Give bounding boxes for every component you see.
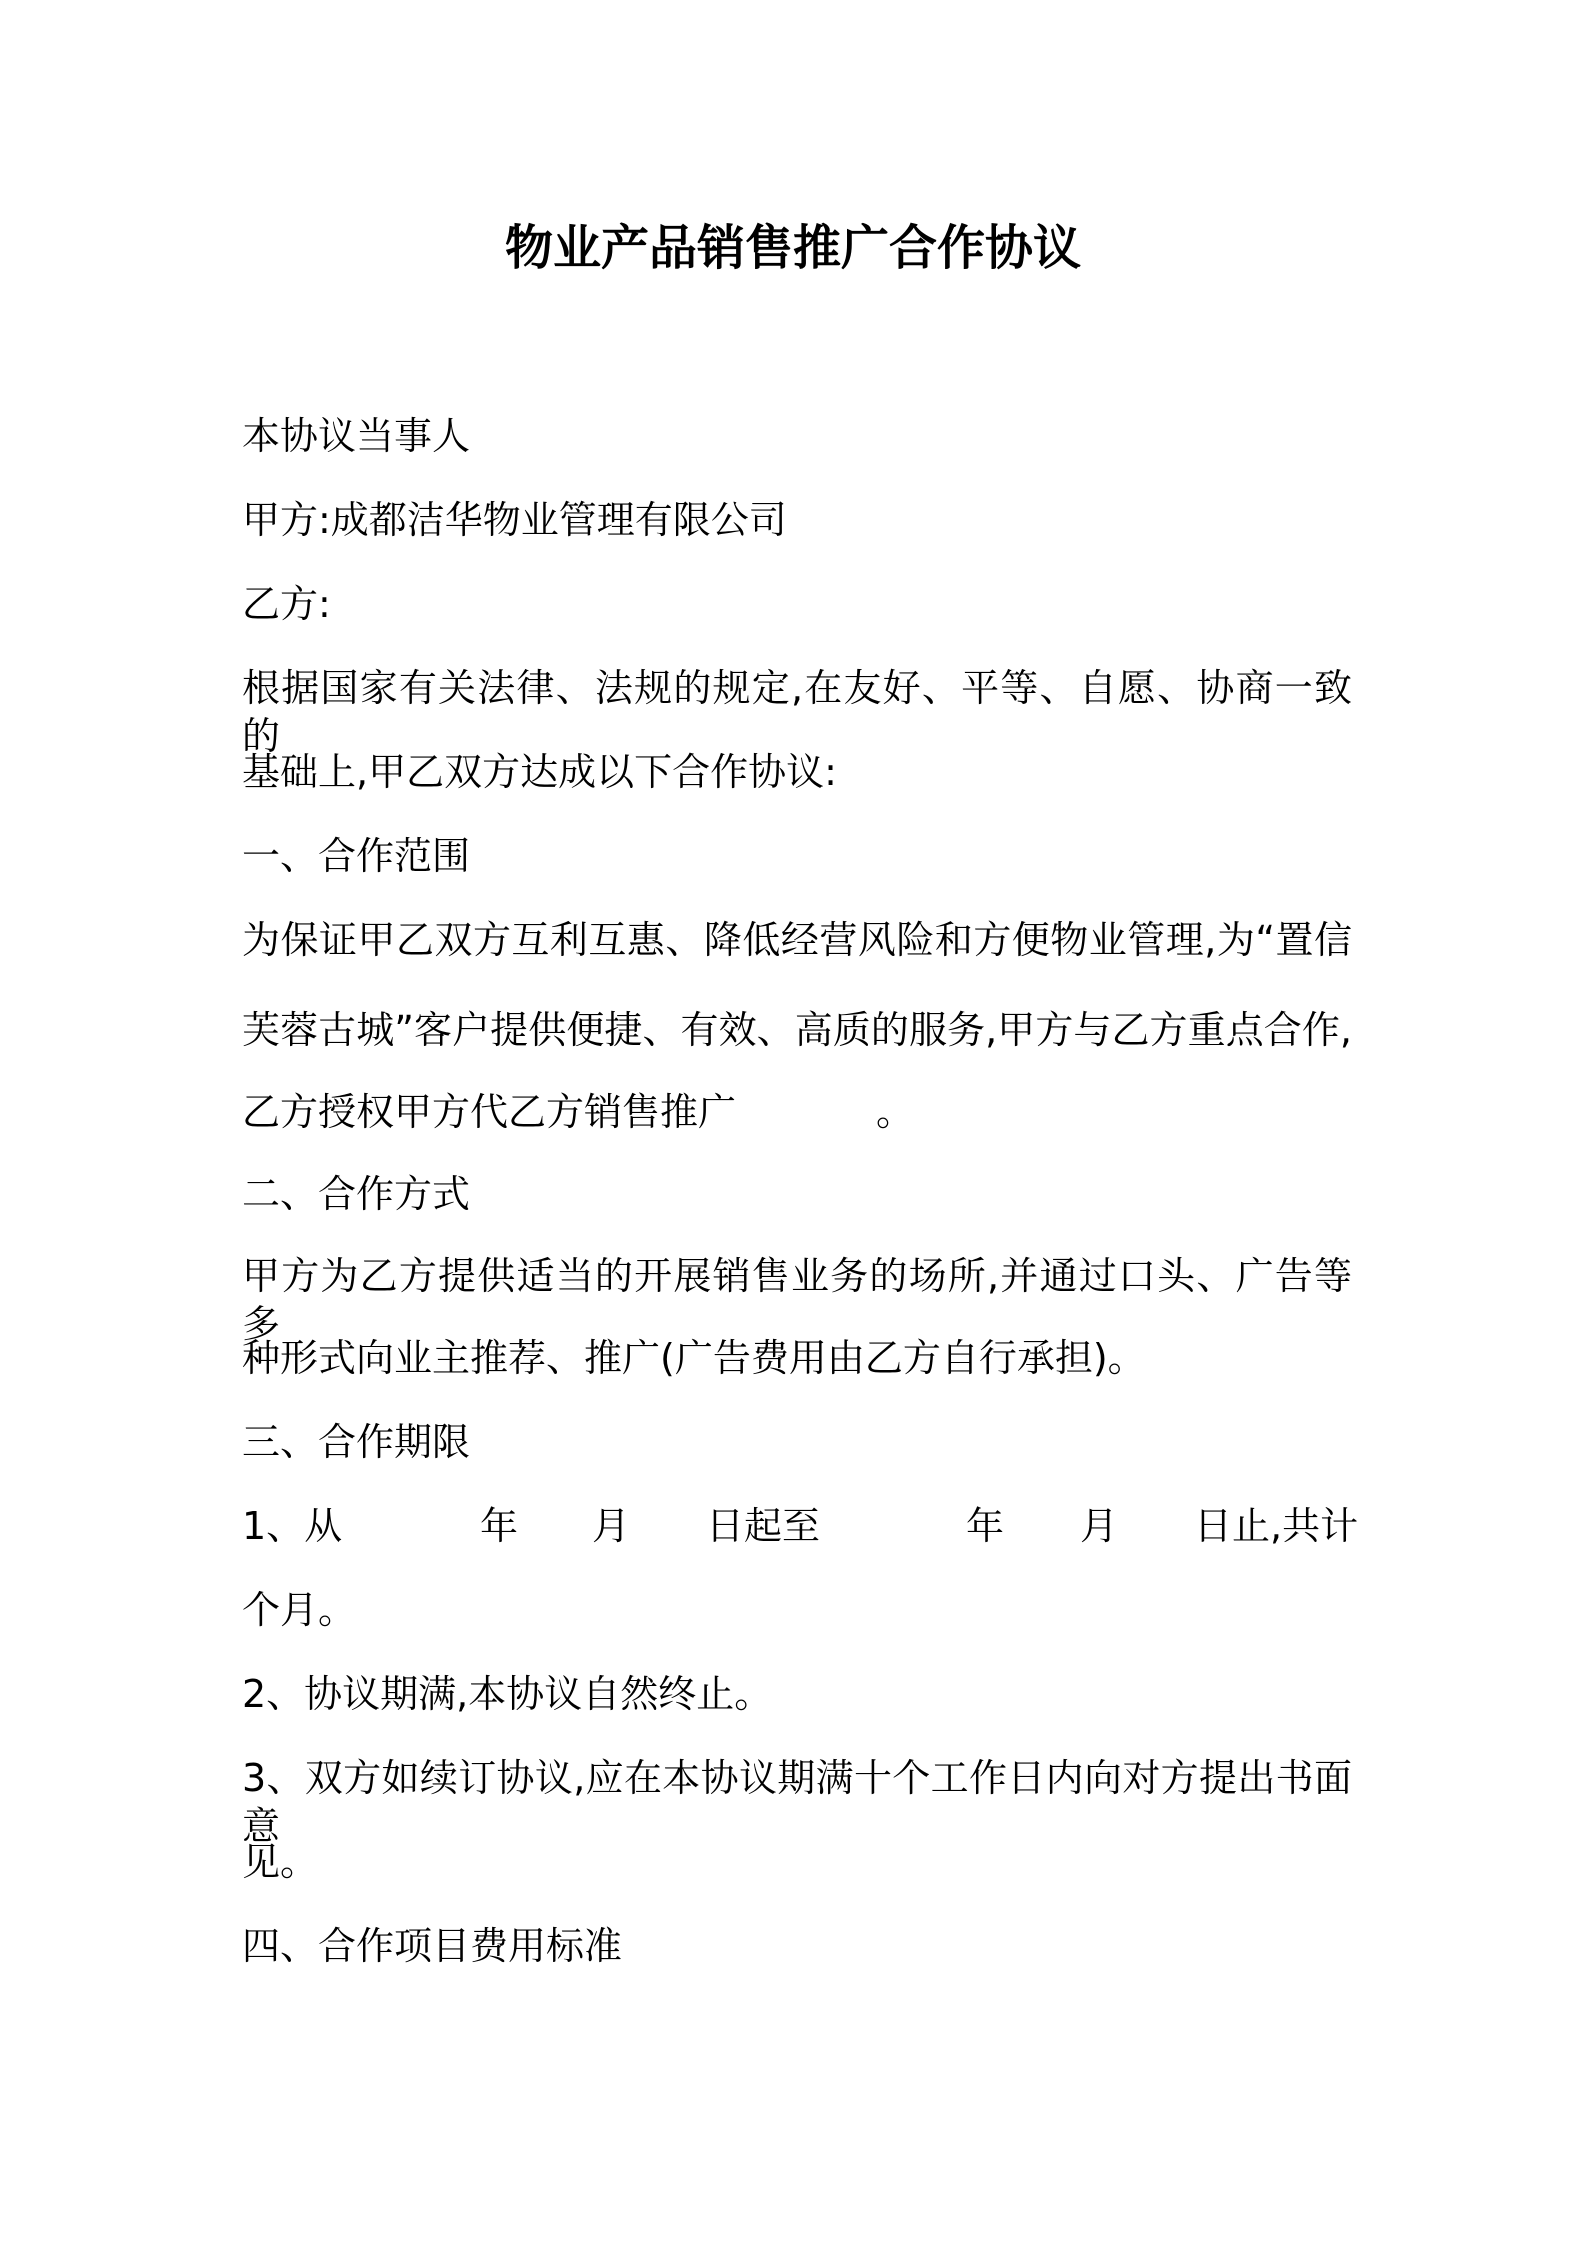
term-months: 个月。 <box>242 1588 357 1632</box>
term-day-end: 日止,共计 <box>1194 1504 1359 1548</box>
term-month-1: 月 <box>592 1504 631 1548</box>
preamble-line-1: 根据国家有关法律、法规的规定,在友好、平等、自愿、协商一致的 <box>242 666 1352 758</box>
preamble-line-2: 基础上,甲乙双方达成以下合作协议: <box>242 750 837 794</box>
section1-line-1: 为保证甲乙双方互利互惠、降低经营风险和方便物业管理,为“置信 <box>242 918 1352 962</box>
section4-heading: 四、合作项目费用标准 <box>242 1924 623 1968</box>
term-year-2: 年 <box>966 1504 1005 1548</box>
section2-line-1: 甲方为乙方提供适当的开展销售业务的场所,并通过口头、广告等多 <box>242 1254 1352 1346</box>
section3-clause-3-line-2: 见。 <box>242 1840 319 1884</box>
term-day-start: 日起至 <box>706 1504 821 1548</box>
section2-heading: 二、合作方式 <box>242 1172 471 1216</box>
section3-heading: 三、合作期限 <box>242 1420 471 1464</box>
section3-clause-2: 2、协议期满,本协议自然终止。 <box>242 1672 773 1716</box>
section3-clause-3-line-1: 3、双方如续订协议,应在本协议期满十个工作日内向对方提出书面意 <box>242 1756 1352 1848</box>
parties-heading: 本协议当事人 <box>242 414 471 458</box>
section1-line-3-end: 。 <box>876 1090 915 1134</box>
section1-line-2: 芙蓉古城”客户提供便捷、有效、高质的服务,甲方与乙方重点合作, <box>242 1008 1352 1052</box>
party-a: 甲方:成都洁华物业管理有限公司 <box>242 498 787 542</box>
term-year-1: 年 <box>480 1504 519 1548</box>
section1-heading: 一、合作范围 <box>242 834 471 878</box>
section2-line-2: 种形式向业主推荐、推广(广告费用由乙方自行承担)。 <box>242 1336 1146 1380</box>
party-b: 乙方: <box>242 582 331 626</box>
term-from: 1、从 <box>242 1504 343 1548</box>
section1-line-3: 乙方授权甲方代乙方销售推广 <box>242 1090 737 1134</box>
document-title: 物业产品销售推广合作协议 <box>504 220 1081 276</box>
term-month-2: 月 <box>1080 1504 1119 1548</box>
